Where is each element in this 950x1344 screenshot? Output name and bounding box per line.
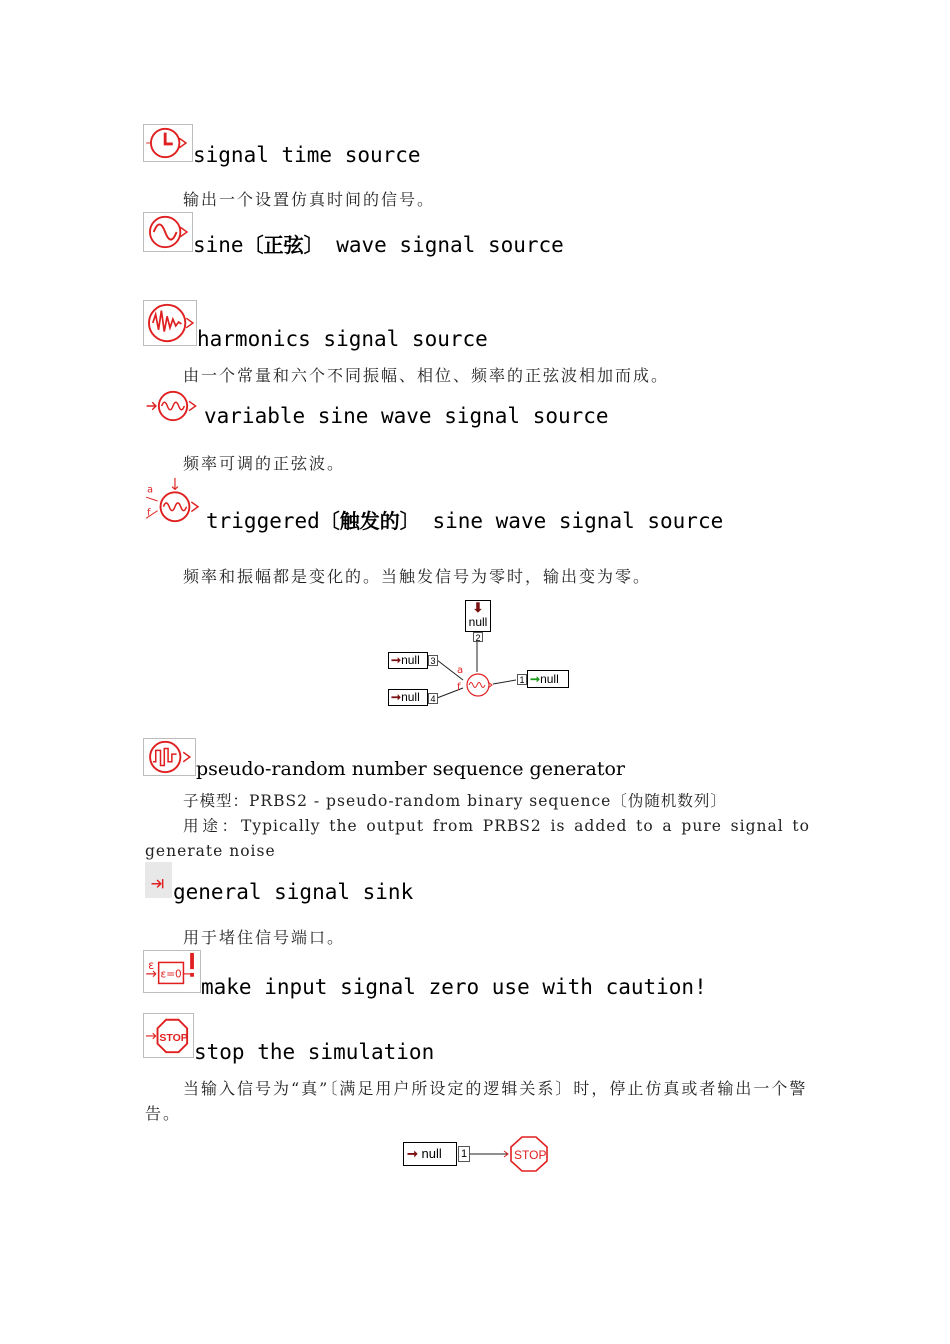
section-desc-harmonics: 由一个常量和六个不同振幅、相位、频率的正弦波相加而成。: [183, 366, 670, 385]
square-wave-icon: [143, 738, 196, 776]
title-part: sine wave signal source: [419, 509, 724, 533]
port-1: 1: [517, 674, 527, 685]
title-part: wave signal source: [323, 233, 564, 257]
harmonics-wave-icon: [143, 300, 197, 346]
port-1: 1: [458, 1146, 470, 1162]
arrow-right-green-icon: ➞: [530, 672, 541, 686]
port-4: 4: [428, 693, 438, 704]
section-desc-sink: 用于堵住信号端口。: [183, 928, 346, 947]
stop-label: STOP: [159, 1031, 188, 1044]
null-label: null: [421, 1146, 442, 1161]
triggered-sine-diagram: [385, 598, 575, 710]
section-title-stop: stop the simulation: [194, 1040, 435, 1064]
svg-text:ε=0: ε=0: [160, 968, 182, 981]
section-title-signal-time-source: signal time source: [193, 143, 421, 167]
section-title-variable-sine: variable sine wave signal source: [204, 404, 609, 428]
triggered-sine-icon: [143, 475, 205, 527]
null-block-top[interactable]: [465, 600, 491, 632]
title-part: sine: [193, 233, 244, 257]
null-label: null: [401, 690, 420, 704]
svg-text:a: a: [147, 484, 153, 496]
pin-a-label: a: [457, 665, 464, 676]
variable-sine-icon: [143, 388, 203, 424]
null-block-out[interactable]: [527, 670, 569, 688]
stop-sign-icon: [143, 1013, 194, 1058]
port-2: 2: [473, 632, 483, 642]
section-title-zero: make input signal zero use with caution!: [201, 975, 707, 999]
null-label: null: [401, 653, 420, 667]
svg-text:ε: ε: [148, 958, 155, 973]
section-line-usage: 用途：Typically the output from PRBS2 is added to a pure signal to generate noise: [145, 817, 810, 860]
sine-wave-icon: [143, 212, 193, 252]
arrow-right-icon: ➞: [391, 653, 402, 667]
section-desc-stop: 当输入信号为“真”〔满足用户所设定的逻辑关系〕时，停止仿真或者输出一个警告。: [145, 1079, 808, 1123]
section-title-sink: general signal sink: [173, 880, 414, 904]
svg-text:f: f: [147, 507, 151, 519]
section-line-submodel: 子模型：PRBS2 - pseudo-random binary sequence〔伪随机数列〕: [183, 792, 727, 810]
null-block-mid[interactable]: [388, 652, 428, 669]
section-title-triggered-sine: [206, 509, 723, 533]
section-title-prbs: pseudo-random number sequence generator: [196, 758, 625, 780]
epsilon-zero-icon: [143, 950, 201, 993]
stop-label: STOP: [514, 1148, 547, 1162]
section-title-harmonics: harmonics signal source: [197, 327, 488, 351]
title-cn: 〔正弦〕: [243, 233, 324, 257]
title-cn: 〔触发的〕: [319, 509, 420, 533]
arrow-down-icon: ⬇: [472, 600, 484, 615]
stop-connection: [400, 1134, 555, 1174]
null-label: null: [468, 615, 488, 629]
sink-arrow-icon: [145, 862, 172, 898]
arrow-right-icon: ➞: [407, 1146, 418, 1161]
title-part: triggered: [206, 509, 320, 533]
null-block-low[interactable]: [388, 689, 428, 706]
section-desc-triggered-sine: 频率和振幅都是变化的。当触发信号为零时，输出变为零。: [183, 567, 652, 586]
section-desc-variable-sine: 频率可调的正弦波。: [183, 454, 346, 473]
section-desc-signal-time-source: 输出一个设置仿真时间的信号。: [183, 190, 436, 209]
port-3: 3: [428, 655, 438, 666]
arrow-right-icon: ➞: [391, 690, 402, 704]
stop-diagram: [400, 1134, 555, 1174]
section-title-sine-wave: [193, 233, 564, 257]
null-label: null: [540, 672, 559, 686]
clock-icon: [143, 124, 193, 162]
pin-f-label: f: [457, 682, 461, 693]
